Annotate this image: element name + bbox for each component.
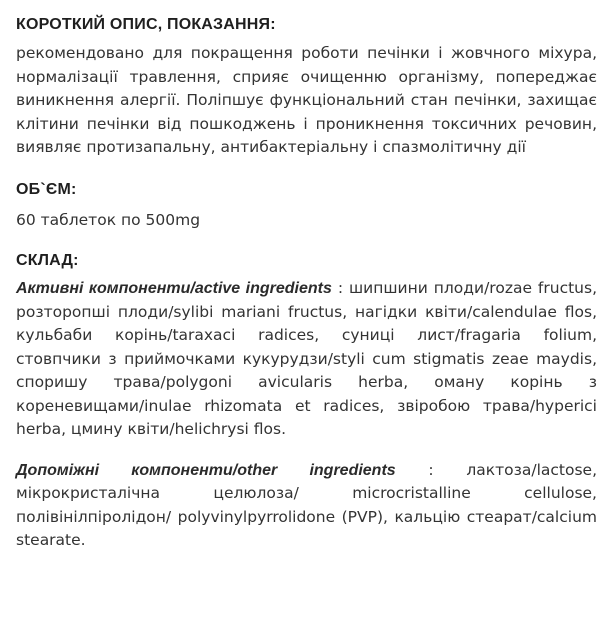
volume-text: 60 таблеток по 500mg bbox=[16, 210, 201, 229]
other-ingredients-label: Допоміжні компоненти/other ingredients bbox=[16, 461, 396, 479]
composition-section bbox=[16, 250, 597, 553]
active-ingredients-paragraph bbox=[16, 277, 597, 442]
composition-heading: СКЛАД: bbox=[16, 252, 79, 269]
volume-heading: ОБ`ЄМ: bbox=[16, 180, 77, 198]
description-text: рекомендовано для покращення роботи печінки і жовчного міхура, нормалізації травлення, сприяє очищенню організму, попереджає виникнення алергії. Поліпшує функціональний стан печінки, захищає клітини печінки від пошкоджень і проникнення токсичних речовин, виявляє протизапальну, антибактеріальну і спазмолітичну дії bbox=[16, 44, 597, 156]
description-heading: КОРОТКИЙ ОПИС, ПОКАЗАННЯ: bbox=[16, 16, 276, 33]
other-ingredients-list: : лактоза/lactose, мікрокристалічна целюлоза/ microcristalline cellulose, полівінілпіролідон/ polyvinylpyrrolidone (PVP), кальцію стеарат/calcium stearate. bbox=[16, 460, 598, 549]
description-section bbox=[16, 14, 597, 160]
active-ingredients-label: Активні компоненти/active ingredients bbox=[16, 280, 332, 297]
volume-section bbox=[16, 179, 597, 233]
other-ingredients-paragraph bbox=[16, 459, 597, 553]
active-ingredients-list: : шипшини плоди/rozae fructus, розторопші плоди/sylibi mariani fructus, нагідки квіти/calendulae flos, кульбаби корінь/taraxaci radices, суниці лист/fragaria folium, стовпчики з приймочками кукурудзи/styli cum stigmatis zeae maydis, споришу трава/polygoni avicularis herba, оману корінь з кореневищами/inulae rhizomata et radices, звіробою трава/hyperici herba, цмину квіти/helichrysi flos. bbox=[16, 279, 597, 438]
